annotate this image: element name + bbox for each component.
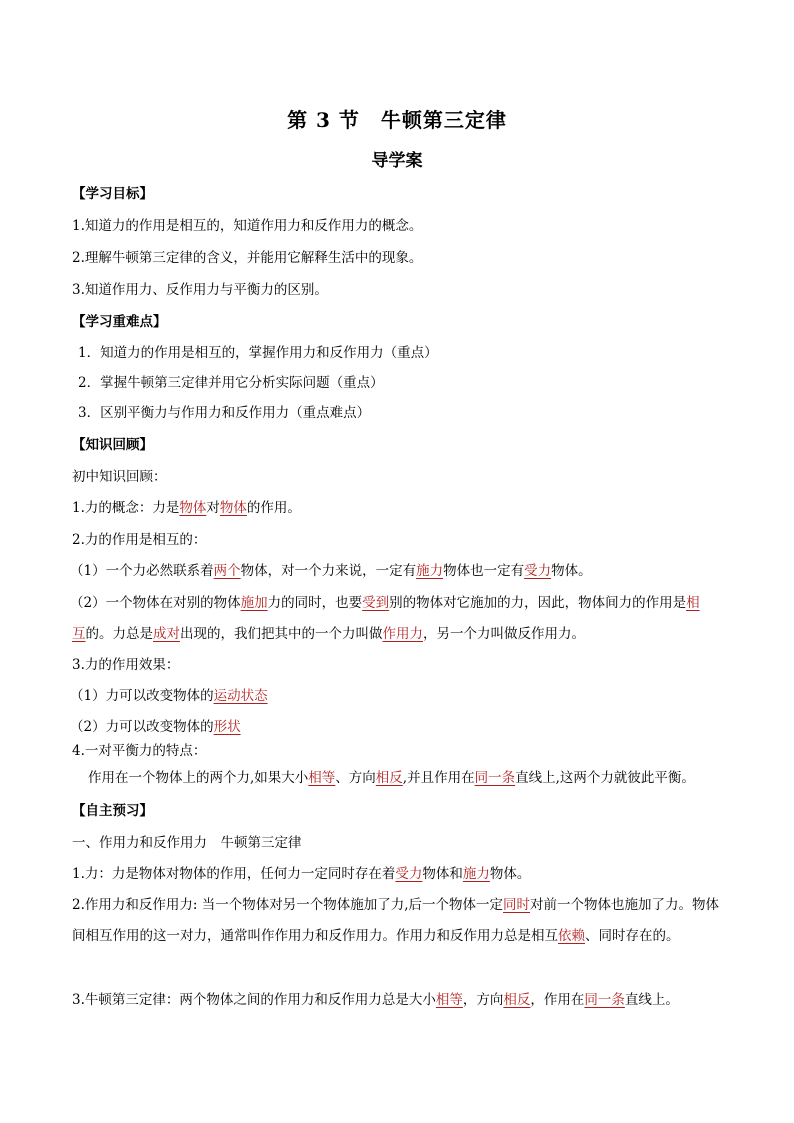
text: 力的同时，也要	[267, 595, 363, 611]
page-title: 第 3 节 牛顿第三定律	[287, 108, 507, 132]
key-point-item: 1．知道力的作用是相互的，掌握作用力和反作用力（重点）	[78, 345, 438, 361]
answer-blank: 施力	[462, 866, 490, 882]
answer-blank: 相等	[308, 770, 336, 786]
text: 直线上。	[624, 992, 679, 1008]
text: 别的物体对它施加的力，因此，物体间力的作用是	[389, 595, 687, 611]
answer-blank: 相反	[503, 992, 531, 1008]
answer-blank: 受到	[362, 595, 390, 611]
review-intro: 初中知识回顾：	[72, 469, 167, 485]
review-heading: 【知识回顾】	[72, 437, 153, 453]
text: 物体。	[489, 866, 531, 882]
text: 物体。	[551, 563, 592, 579]
review-line-effect1	[70, 686, 730, 706]
text: 作用在一个物体上的两个力,如果大小	[88, 770, 309, 786]
answer-blank: 相反	[375, 770, 403, 786]
review-line-balance: 4.一对平衡力的特点：	[72, 743, 207, 759]
review-line-concept	[72, 498, 732, 518]
preview-p3	[72, 990, 732, 1010]
review-line-sub1	[70, 561, 730, 581]
text: 出现的，我们把其中的一个力叫做	[180, 626, 383, 642]
answer-blank: 施力	[416, 563, 444, 579]
text: 对前一个物体也施加了力。物体间相互作用的这一对力，通常叫作作用力和反作用力。作用力和反作用力总是相互	[72, 897, 720, 944]
text: 的。力总是	[85, 626, 153, 642]
key-point-item: 2．掌握牛顿第三定律并用它分析实际问题（重点）	[78, 375, 384, 391]
answer-blank: 同时	[503, 897, 531, 913]
objective-item: 3.知道作用力、反作用力与平衡力的区别。	[72, 282, 328, 298]
text: ,并且作用在	[402, 770, 475, 786]
review-line-effects: 3.力的作用效果：	[72, 657, 180, 673]
text: （2）力可以改变物体的	[70, 719, 214, 735]
text: 物体也一定有	[443, 563, 525, 579]
preview-p1	[72, 864, 732, 884]
text: （2）一个物体在对别的物体	[70, 595, 241, 611]
text: 直线上,这两个力就彼此平衡。	[515, 770, 695, 786]
answer-blank: 相	[686, 595, 700, 611]
answer-blank: 互	[72, 626, 86, 642]
answer-blank: 受力	[524, 563, 552, 579]
text: 2.作用力和反作用力: 当一个物体对另一个物体施加了力,后一个物体一定	[72, 897, 504, 913]
page-subtitle: 导学案	[371, 151, 423, 171]
text: （1）力可以改变物体的	[70, 688, 214, 704]
answer-blank: 相等	[435, 992, 463, 1008]
text: 1.力：力是物体对物体的作用，任何力一定同时存在着	[72, 866, 396, 882]
review-line-effect2	[70, 717, 730, 737]
review-line-balance-desc	[88, 768, 748, 788]
answer-blank: 运动状态	[213, 688, 268, 704]
review-line-sub2b	[72, 624, 732, 644]
text: （1）一个力必然联系着	[70, 563, 214, 579]
text: 物体和	[422, 866, 463, 882]
text: 、同时存在的。	[585, 928, 680, 944]
answer-blank: 形状	[213, 719, 241, 735]
text: 物体，对一个力来说，一定有	[240, 563, 417, 579]
key-points-heading: 【学习重难点】	[72, 314, 167, 330]
review-line-sub2a	[70, 593, 730, 613]
answer-blank: 受力	[395, 866, 423, 882]
answer-blank: 两个	[213, 563, 241, 579]
review-line-mutual: 2.力的作用是相互的：	[72, 532, 207, 548]
answer-blank: 依赖	[558, 928, 585, 944]
answer-blank: 施加	[240, 595, 268, 611]
preview-section-title: 一、作用力和反作用力 牛顿第三定律	[72, 835, 302, 851]
text: ，另一个力叫做反作用力。	[423, 626, 585, 642]
text: ，作用在	[530, 992, 585, 1008]
text: ，方向	[462, 992, 504, 1008]
answer-blank: 同一条	[584, 992, 625, 1008]
objective-item: 1.知道力的作用是相互的，知道作用力和反作用力的概念。	[72, 218, 423, 234]
answer-blank: 作用力	[382, 626, 423, 642]
answer-blank: 物体	[179, 500, 207, 516]
text: 对	[206, 500, 220, 516]
text: 1.力的概念：力是	[72, 500, 180, 516]
preview-p2	[72, 890, 732, 952]
objectives-heading: 【学习目标】	[72, 186, 153, 202]
text: 3.牛顿第三定律：两个物体之间的作用力和反作用力总是大小	[72, 992, 436, 1008]
answer-blank: 同一条	[474, 770, 516, 786]
objective-item: 2.理解牛顿第三定律的含义，并能用它解释生活中的现象。	[72, 250, 423, 266]
answer-blank: 成对	[153, 626, 180, 642]
text: 的作用。	[246, 500, 301, 516]
preview-heading: 【自主预习】	[72, 803, 153, 819]
text: 、方向	[335, 770, 376, 786]
key-point-item: 3．区别平衡力与作用力和反作用力（重点难点）	[78, 405, 371, 421]
answer-blank: 物体	[219, 500, 247, 516]
